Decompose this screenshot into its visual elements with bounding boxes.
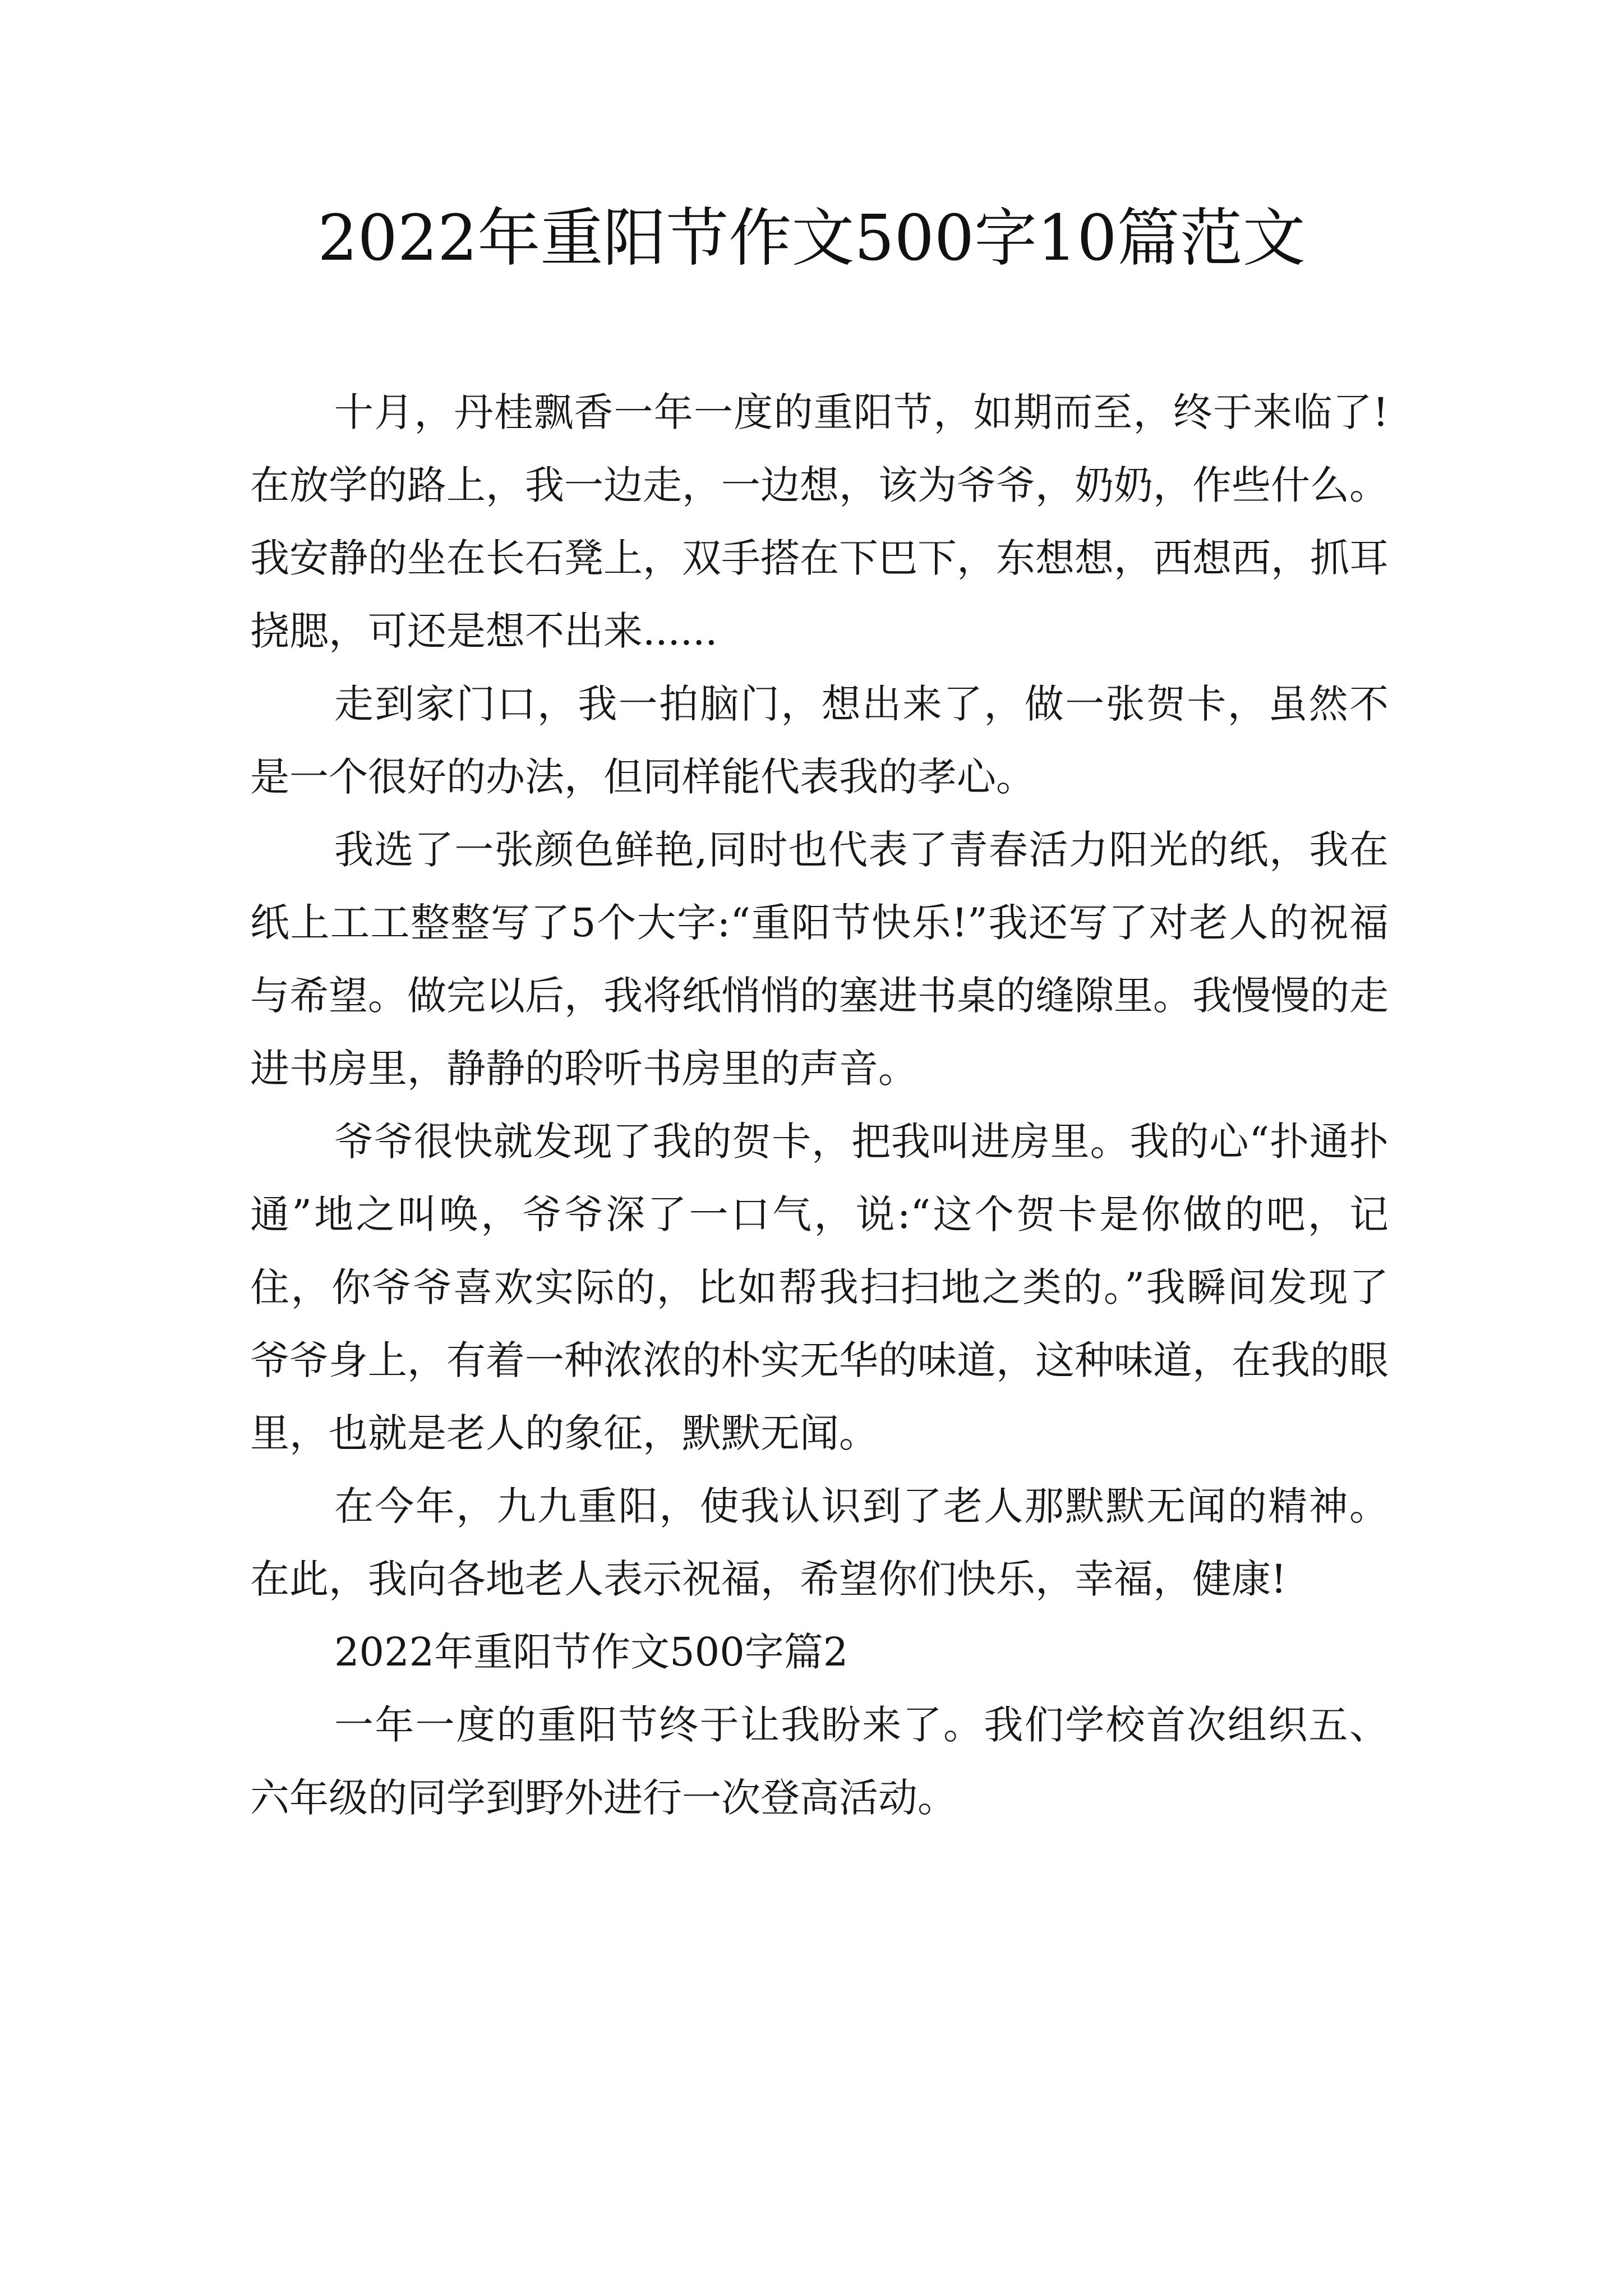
paragraph: 十月，丹桂飘香一年一度的重阳节，如期而至，终于来临了!在放学的路上，我一边走，一边想，该为爷爷，奶奶，作些什么。我安静的坐在长石凳上，双手搭在下巴下，东想想，西想西，抓耳挠腮，可还是想不出来...... <box>250 389 1389 654</box>
section-heading: 2022年重阳节作文500字篇2 <box>334 1629 849 1675</box>
paragraph: 一年一度的重阳节终于让我盼来了。我们学校首次组织五、六年级的同学到野外进行一次登高活动。 <box>250 1702 1389 1821</box>
page-title: 2022年重阳节作文500字10篇范文 <box>317 202 1306 275</box>
paragraph: 在今年，九九重阳，使我认识到了老人那默默无闻的精神。在此，我向各地老人表示祝福，希望你们快乐，幸福，健康! <box>250 1483 1389 1602</box>
article-body <box>250 376 1389 1834</box>
paragraph: 走到家门口，我一拍脑门，想出来了，做一张贺卡，虽然不是一个很好的办法，但同样能代表我的孝心。 <box>250 681 1389 800</box>
paragraph: 爷爷很快就发现了我的贺卡，把我叫进房里。我的心“扑通扑通”地之叫唤，爷爷深了一口气，说:“这个贺卡是你做的吧，记住，你爷爷喜欢实际的，比如帮我扫扫地之类的。”我瞬间发现了爷爷身上，有着一种浓浓的朴实无华的味道，这种味道，在我的眼里，也就是老人的象征，默默无闻。 <box>250 1119 1389 1456</box>
paragraph: 我选了一张颜色鲜艳,同时也代表了青春活力阳光的纸，我在纸上工工整整写了5个大字:“重阳节快乐!”我还写了对老人的祝福与希望。做完以后，我将纸悄悄的塞进书桌的缝隙里。我慢慢的走进书房里，静静的聆听书房里的声音。 <box>250 827 1389 1092</box>
